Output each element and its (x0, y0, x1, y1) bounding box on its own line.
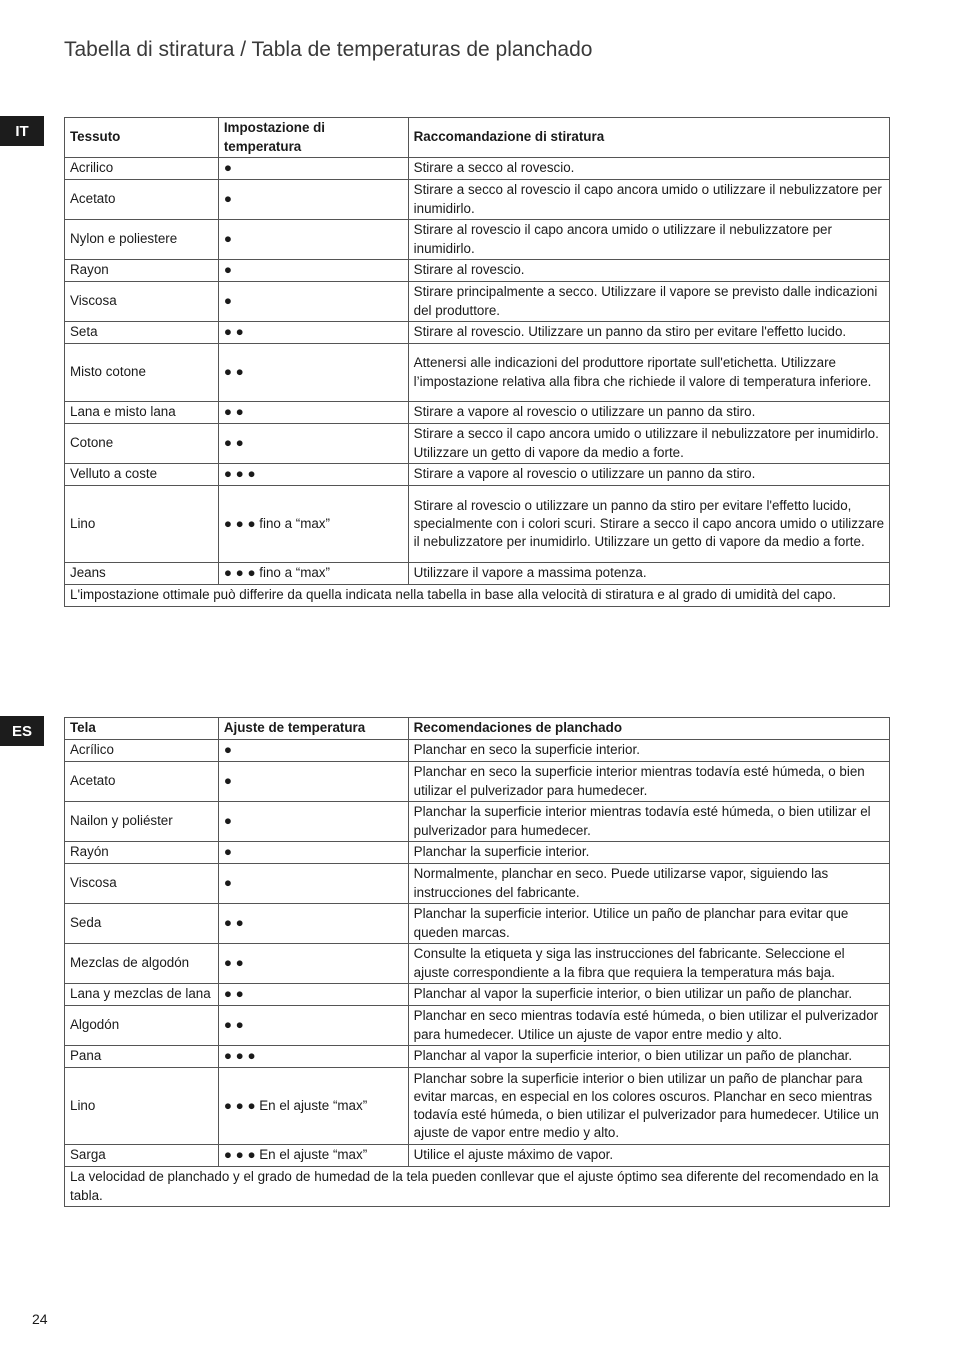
table-row (65, 220, 890, 260)
fabric-cell: Lino (65, 486, 219, 563)
language-tab-es: ES (0, 716, 44, 746)
table-row (65, 740, 890, 762)
recommendation-cell: Planchar al vapor la superficie interior, o bien utilizar un paño de planchar. (408, 984, 889, 1006)
table-row (65, 1145, 890, 1167)
temperature-cell: ● ● (218, 402, 408, 424)
recommendation-cell: Normalmente, planchar en seco. Puede utilizarse vapor, siguiendo las instrucciones del fabricante. (408, 864, 889, 904)
column-header-recommendation: Raccomandazione di stiratura (408, 118, 889, 158)
recommendation-cell: Stirare al rovescio o utilizzare un panno da stiro per evitare l'effetto lucido, specialmente con i colori scuri. Stirare a secco il capo ancora umido o utilizzare il nebulizzatore per inumidirlo. Utilizzare un getto di vapore da medio a forte. (408, 486, 889, 563)
table-row (65, 984, 890, 1006)
temperature-cell: ● ● (218, 424, 408, 464)
fabric-cell: Lino (65, 1068, 219, 1145)
fabric-cell: Algodón (65, 1006, 219, 1046)
fabric-cell: Misto cotone (65, 344, 219, 402)
column-header-temperature: Impostazione di temperatura (218, 118, 408, 158)
recommendation-cell: Planchar al vapor la superficie interior, o bien utilizar un paño de planchar. (408, 1046, 889, 1068)
fabric-cell: Seda (65, 904, 219, 944)
fabric-cell: Seta (65, 322, 219, 344)
recommendation-cell: Stirare a secco al rovescio. (408, 158, 889, 180)
table-header-row (65, 118, 890, 158)
table-row (65, 464, 890, 486)
page-title: Tabella di stiratura / Tabla de temperaturas de planchado (64, 38, 593, 61)
temperature-cell: ● ● (218, 322, 408, 344)
table-row (65, 260, 890, 282)
recommendation-cell: Stirare a secco al rovescio il capo ancora umido o utilizzare il nebulizzatore per inumidirlo. (408, 180, 889, 220)
recommendation-cell: Planchar la superficie interior. (408, 842, 889, 864)
temperature-cell: ● (218, 260, 408, 282)
recommendation-cell: Consulte la etiqueta y siga las instrucciones del fabricante. Seleccione el ajuste correspondiente a la fibra que requiera la temperatura más baja. (408, 944, 889, 984)
table-row (65, 1068, 890, 1145)
table-note-row (65, 1167, 890, 1207)
table-note: La velocidad de planchado y el grado de humedad de la tela pueden conllevar que el ajuste óptimo sea diferente del recomendado en la tabla. (65, 1167, 890, 1207)
table-body (65, 740, 890, 1207)
table-body (65, 158, 890, 607)
fabric-cell: Sarga (65, 1145, 219, 1167)
recommendation-cell: Utilice el ajuste máximo de vapor. (408, 1145, 889, 1167)
column-header-recommendation: Recomendaciones de planchado (408, 718, 889, 740)
fabric-cell: Acrilico (65, 158, 219, 180)
table-row (65, 486, 890, 563)
recommendation-cell: Planchar la superficie interior. Utilice un paño de planchar para evitar que queden marcas. (408, 904, 889, 944)
temperature-cell: ● ● (218, 904, 408, 944)
temperature-cell: ● ● ● En el ajuste “max” (218, 1145, 408, 1167)
fabric-cell: Velluto a coste (65, 464, 219, 486)
page-number: 24 (32, 1311, 48, 1327)
fabric-cell: Viscosa (65, 282, 219, 322)
recommendation-cell: Utilizzare il vapore a massima potenza. (408, 563, 889, 585)
temperature-cell: ● ● (218, 984, 408, 1006)
table-row (65, 864, 890, 904)
column-header-fabric: Tela (65, 718, 219, 740)
recommendation-cell: Attenersi alle indicazioni del produttore riportate sull'etichetta. Utilizzare l’impostazione relativa alla fibra che richiede il valore di temperatura inferiore. (408, 344, 889, 402)
table-row (65, 1046, 890, 1068)
temperature-cell: ● ● ● fino a “max” (218, 563, 408, 585)
recommendation-cell: Stirare al rovescio il capo ancora umido o utilizzare il nebulizzatore per inumidirlo. (408, 220, 889, 260)
ironing-table-spanish (64, 717, 890, 1207)
recommendation-cell: Planchar en seco la superficie interior mientras todavía esté húmeda, o bien utilizar el pulverizador para humedecer. (408, 762, 889, 802)
fabric-cell: Acetato (65, 180, 219, 220)
temperature-cell: ● (218, 282, 408, 322)
recommendation-cell: Stirare al rovescio. (408, 260, 889, 282)
fabric-cell: Viscosa (65, 864, 219, 904)
table-row (65, 1006, 890, 1046)
fabric-cell: Jeans (65, 563, 219, 585)
temperature-cell: ● (218, 180, 408, 220)
temperature-cell: ● ● ● (218, 1046, 408, 1068)
recommendation-cell: Planchar en seco la superficie interior. (408, 740, 889, 762)
table-note-row (65, 585, 890, 607)
temperature-cell: ● (218, 842, 408, 864)
recommendation-cell: Planchar la superficie interior mientras todavía esté húmeda, o bien utilizar el pulverizador para humedecer. (408, 802, 889, 842)
fabric-cell: Nailon y poliéster (65, 802, 219, 842)
table-row (65, 563, 890, 585)
fabric-cell: Rayón (65, 842, 219, 864)
fabric-cell: Rayon (65, 260, 219, 282)
fabric-cell: Cotone (65, 424, 219, 464)
temperature-cell: ● ● (218, 344, 408, 402)
table-row (65, 842, 890, 864)
fabric-cell: Nylon e poliestere (65, 220, 219, 260)
fabric-cell: Acrílico (65, 740, 219, 762)
ironing-table-italian (64, 117, 890, 607)
table-row (65, 344, 890, 402)
temperature-cell: ● ● ● En el ajuste “max” (218, 1068, 408, 1145)
recommendation-cell: Stirare a secco il capo ancora umido o utilizzare il nebulizzatore per inumidirlo. Utilizzare un getto di vapore da medio a forte. (408, 424, 889, 464)
temperature-cell: ● (218, 740, 408, 762)
recommendation-cell: Planchar en seco mientras todavía esté húmeda, o bien utilizar el pulverizador para humedecer. Utilice un ajuste de vapor entre medio y alto. (408, 1006, 889, 1046)
table-row (65, 424, 890, 464)
table-row (65, 402, 890, 424)
temperature-cell: ● ● ● fino a “max” (218, 486, 408, 563)
recommendation-cell: Stirare a vapore al rovescio o utilizzare un panno da stiro. (408, 464, 889, 486)
fabric-cell: Pana (65, 1046, 219, 1068)
recommendation-cell: Stirare a vapore al rovescio o utilizzare un panno da stiro. (408, 402, 889, 424)
fabric-cell: Lana e misto lana (65, 402, 219, 424)
table-row (65, 322, 890, 344)
temperature-cell: ● (218, 158, 408, 180)
table-note: L'impostazione ottimale può differire da quella indicata nella tabella in base alla velocità di stiratura e al grado di umidità del capo. (65, 585, 890, 607)
temperature-cell: ● ● (218, 944, 408, 984)
table-row (65, 762, 890, 802)
recommendation-cell: Stirare principalmente a secco. Utilizzare il vapore se previsto dalle indicazioni del produttore. (408, 282, 889, 322)
table-row (65, 944, 890, 984)
table-row (65, 802, 890, 842)
temperature-cell: ● (218, 762, 408, 802)
temperature-cell: ● (218, 220, 408, 260)
temperature-cell: ● (218, 864, 408, 904)
recommendation-cell: Stirare al rovescio. Utilizzare un panno da stiro per evitare l'effetto lucido. (408, 322, 889, 344)
recommendation-cell: Planchar sobre la superficie interior o bien utilizar un paño de planchar para evitar marcas, en especial en los colores oscuros. Planchar en seco mientras todavía esté húmeda, o bien utilizar el pulverizador para humedecer. Utilice un ajuste de vapor entre medio y alto. (408, 1068, 889, 1145)
table-row (65, 180, 890, 220)
table-header-row (65, 718, 890, 740)
language-tab-it: IT (0, 116, 44, 146)
table-row (65, 904, 890, 944)
fabric-cell: Acetato (65, 762, 219, 802)
fabric-cell: Mezclas de algodón (65, 944, 219, 984)
temperature-cell: ● ● ● (218, 464, 408, 486)
column-header-temperature: Ajuste de temperatura (218, 718, 408, 740)
temperature-cell: ● ● (218, 1006, 408, 1046)
temperature-cell: ● (218, 802, 408, 842)
column-header-fabric: Tessuto (65, 118, 219, 158)
fabric-cell: Lana y mezclas de lana (65, 984, 219, 1006)
table-row (65, 158, 890, 180)
table-row (65, 282, 890, 322)
